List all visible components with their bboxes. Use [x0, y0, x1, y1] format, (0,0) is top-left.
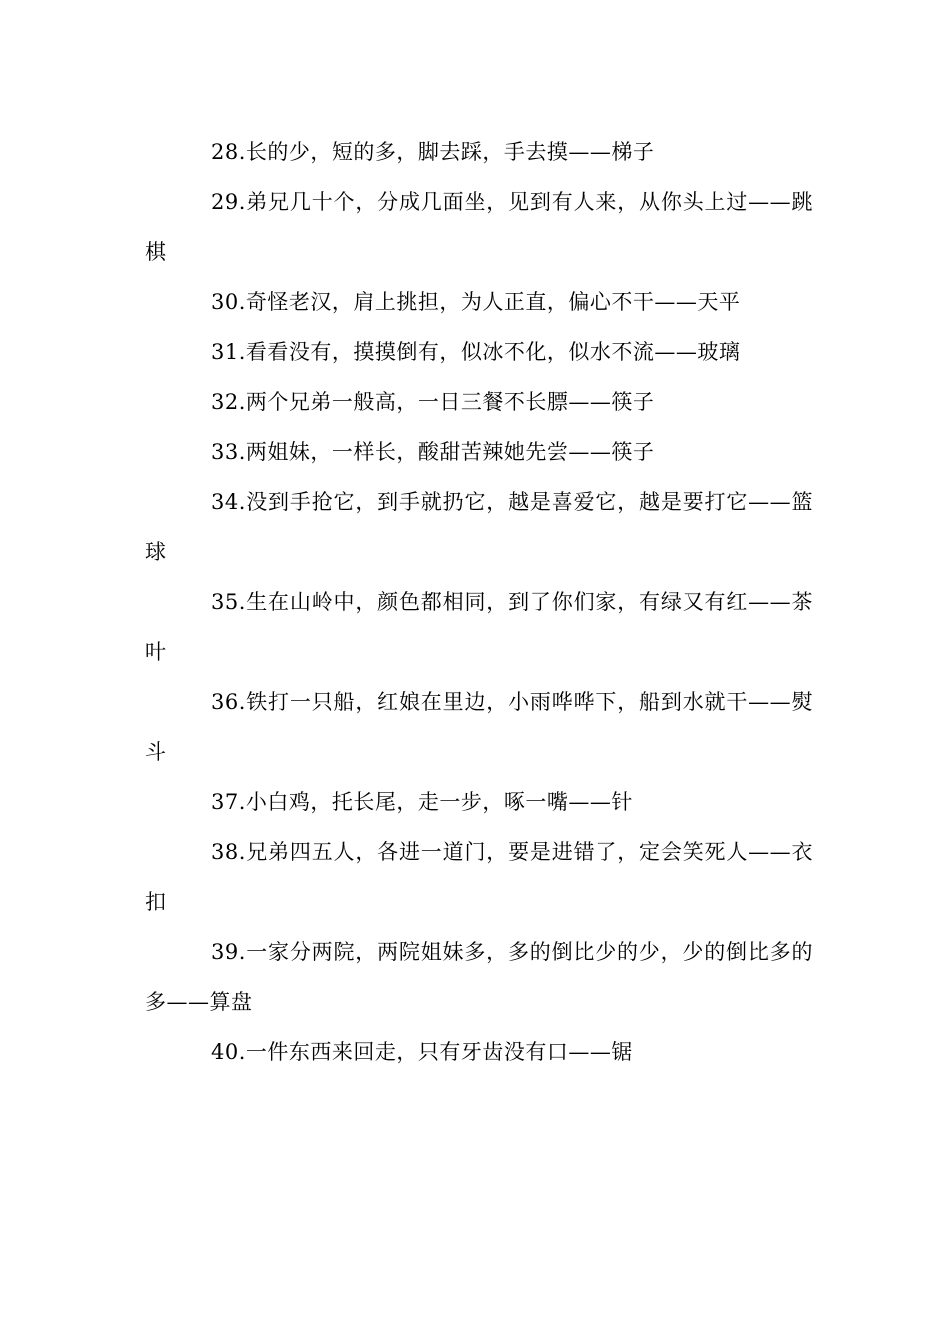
riddle-32: 32.两个兄弟一般高，一日三餐不长膘——筷子	[211, 390, 655, 414]
riddle-37: 37.小白鸡，托长尾，走一步，啄一嘴——针	[211, 790, 633, 814]
riddle-35: 35.生在山岭中，颜色都相同，到了你们家，有绿又有红——茶叶	[145, 590, 813, 664]
riddle-34: 34.没到手抢它，到手就扔它，越是喜爱它，越是要打它——篮球	[145, 490, 813, 564]
riddle-33: 33.两姐妹，一样长，酸甜苦辣她先尝——筷子	[211, 440, 655, 464]
riddle-list	[145, 127, 813, 1077]
riddle-36: 36.铁打一只船，红娘在里边，小雨哗哗下，船到水就干——熨斗	[145, 690, 813, 764]
riddle-29: 29.弟兄几十个，分成几面坐，见到有人来，从你头上过——跳棋	[145, 190, 813, 264]
riddle-31: 31.看看没有，摸摸倒有，似冰不化，似水不流——玻璃	[211, 340, 741, 364]
riddle-30: 30.奇怪老汉，肩上挑担，为人正直，偏心不干——天平	[211, 290, 741, 314]
riddle-40: 40.一件东西来回走，只有牙齿没有口——锯	[211, 1040, 633, 1064]
riddle-39: 39.一家分两院，两院姐妹多，多的倒比少的少，少的倒比多的多——算盘	[145, 940, 813, 1014]
riddle-38: 38.兄弟四五人，各进一道门，要是进错了，定会笑死人——衣扣	[145, 840, 813, 914]
riddle-28: 28.长的少，短的多，脚去踩，手去摸——梯子	[211, 140, 655, 164]
